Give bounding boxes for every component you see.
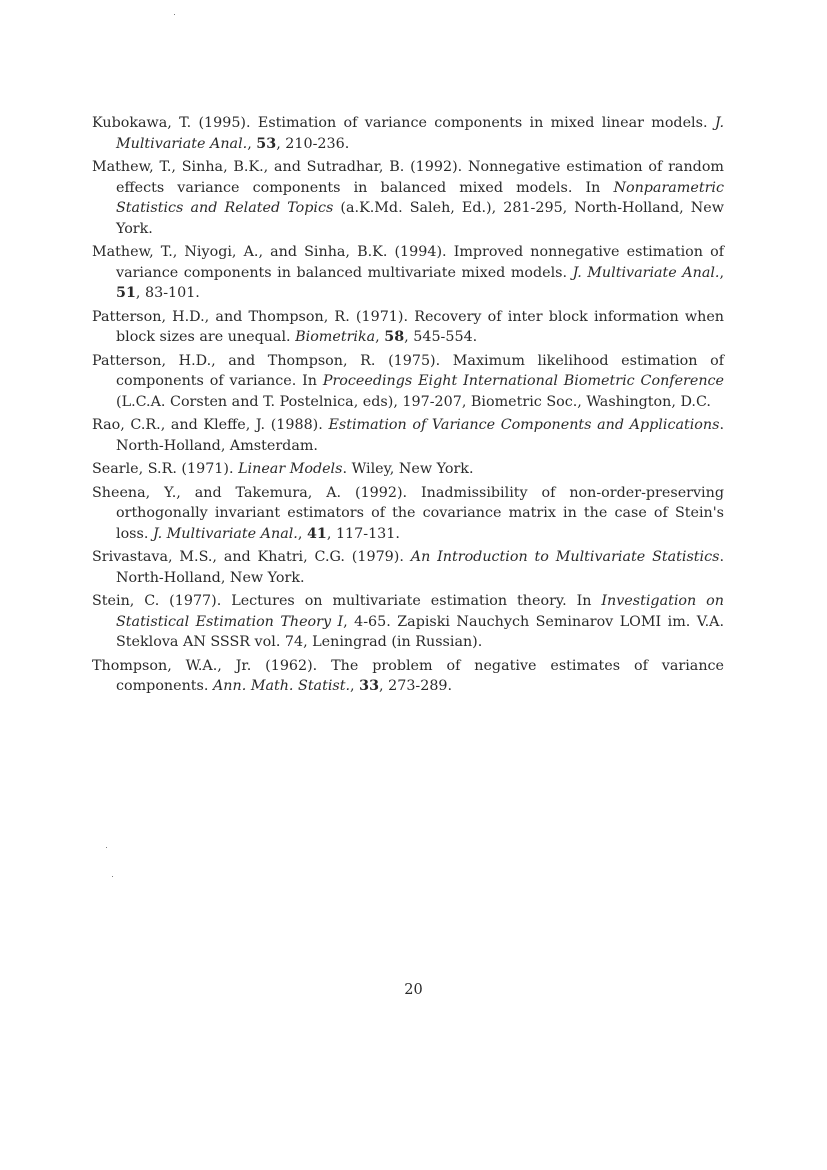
reference-item: Srivastava, M.S., and Khatri, C.G. (1979). An Introduction to Multivariate Statistics. North-Holland, New York. [92, 549, 724, 586]
scan-speck [106, 847, 107, 848]
page-number: 20 [404, 982, 423, 998]
reference-item: Thompson, W.A., Jr. (1962). The problem of negative estimates of variance components. Ann. Math. Statist., 33, 273-289. [92, 657, 724, 694]
scan-speck [174, 14, 175, 15]
reference-item: Patterson, H.D., and Thompson, R. (1971). Recovery of inter block information when block sizes are unequal. Biometrika, 58, 545-554. [92, 308, 724, 345]
reference-list [92, 113, 724, 700]
reference-item: Mathew, T., Sinha, B.K., and Sutradhar, B. (1992). Nonnegative estimation of random effects variance components in balanced mixed models. In Nonparametric Statistics and Related Topics (a.K.Md. Saleh, Ed.), 281-295, North-Holland, New York. [92, 159, 724, 237]
reference-item: Searle, S.R. (1971). Linear Models. Wiley, New York. [92, 461, 474, 477]
reference-item: Stein, C. (1977). Lectures on multivariate estimation theory. In Investigation on Statistical Estimation Theory I, 4-65. Zapiski Nauchych Seminarov LOMI im. V.A. Steklova AN SSSR vol. 74, Leningrad (in Russian). [92, 593, 724, 650]
reference-item: Rao, C.R., and Kleffe, J. (1988). Estimation of Variance Components and Applications. North-Holland, Amsterdam. [92, 417, 724, 454]
reference-item: Sheena, Y., and Takemura, A. (1992). Inadmissibility of non-order-preserving orthogonally invariant estimators of the covariance matrix in the case of Stein's loss. J. Multivariate Anal., 41, 117-131. [92, 484, 724, 542]
reference-item: Patterson, H.D., and Thompson, R. (1975). Maximum likelihood estimation of components of variance. In Proceedings Eight International Biometric Conference (L.C.A. Corsten and T. Postelnica, eds), 197-207, Biometric Soc., Washington, D.C. [92, 352, 725, 410]
reference-item: Kubokawa, T. (1995). Estimation of variance components in mixed linear models. J. Multivariate Anal., 53, 210-236. [92, 115, 724, 152]
scan-speck [112, 876, 113, 877]
reference-item: Mathew, T., Niyogi, A., and Sinha, B.K. (1994). Improved nonnegative estimation of variance components in balanced multivariate mixed models. J. Multivariate Anal., 51, 83-101. [92, 244, 725, 301]
